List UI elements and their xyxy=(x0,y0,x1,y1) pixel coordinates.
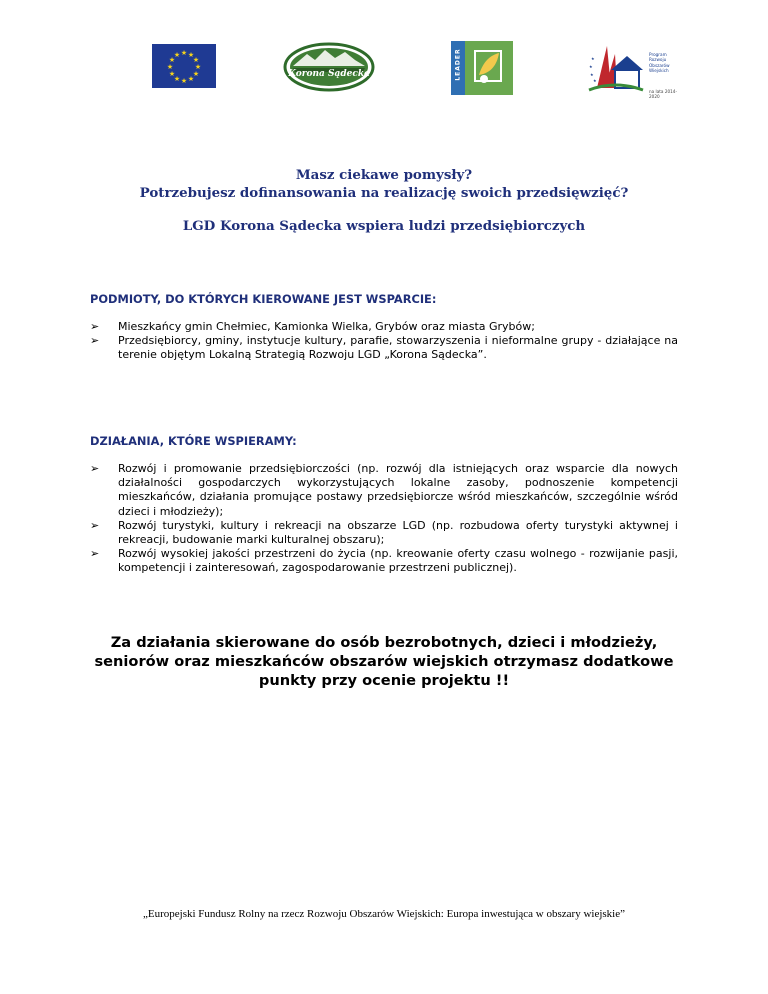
prow-logo-text xyxy=(649,52,670,74)
prow-line: Rozwoju xyxy=(649,57,667,63)
list-item-text: Rozwój i promowanie przedsiębiorczości (np. rozwój dla istniejących oraz wsparcie dla nowych działalności gospodarczych wykorzystujących lokalne zasoby, podnoszenie kompetencji mieszkańców, działania promujące postawy przedsiębiorcze wśród mieszkańców, szczególnie wśród dzieci i młodzieży); xyxy=(118,462,678,518)
svg-text:★: ★ xyxy=(593,78,597,83)
svg-text:★: ★ xyxy=(192,70,200,78)
svg-text:★: ★ xyxy=(194,63,202,71)
section-heading-activities: DZIAŁANIA, KTÓRE WSPIERAMY: xyxy=(90,434,297,448)
leader-logo xyxy=(451,41,513,95)
list-item xyxy=(90,320,678,334)
notice-line-1: Za działania skierowane do osób bezrobotnych, dzieci i młodzieży, xyxy=(110,634,658,651)
leader-logo-text: LEADER xyxy=(454,48,462,81)
svg-text:★: ★ xyxy=(180,77,188,85)
subtitle: LGD Korona Sądecka wspiera ludzi przedsiębiorczych xyxy=(182,218,586,234)
footer-note: „Europejski Fundusz Rolny na rzecz Rozwoju Obszarów Wiejskich: Europa inwestująca w obszary wiejskie” xyxy=(143,908,625,920)
svg-text:★: ★ xyxy=(180,49,188,57)
svg-text:★: ★ xyxy=(166,63,174,71)
korona-sadecka-logo xyxy=(283,42,375,92)
eu-stars-icon xyxy=(152,44,216,88)
prow-line: Wiejskich xyxy=(649,68,669,74)
korona-logo-text: Korona Sądecka xyxy=(288,69,370,79)
svg-text:★: ★ xyxy=(591,56,595,61)
prow-logo xyxy=(585,40,685,98)
svg-text:★: ★ xyxy=(168,56,176,64)
title-line-1: Masz ciekawe pomysły? xyxy=(295,167,473,183)
list-item xyxy=(90,334,678,362)
list-item-text: Rozwój turystyki, kultury i rekreacji na obszarze LGD (np. rozbudowa oferty turystyki aktywnej i rekreacji, budowanie marki kulturalnej obszaru); xyxy=(118,518,678,547)
prow-line: Obszarów xyxy=(649,62,670,68)
svg-text:★: ★ xyxy=(187,51,195,59)
arrow-bullet-icon: ➢ xyxy=(90,547,100,561)
beneficiaries-list xyxy=(90,320,678,363)
logo-bar xyxy=(0,38,768,100)
eu-flag-logo xyxy=(152,44,216,88)
list-item-text: Przedsiębiorcy, gminy, instytucje kultury, parafie, stowarzyszenia i nieformalne grupy - działające na terenie objętym Lokalną Strategią Rozwoju LGD „Korona Sądecka”. xyxy=(118,334,678,362)
prow-period: na lata 2014-2020 xyxy=(649,89,677,99)
svg-text:★: ★ xyxy=(187,75,195,83)
arrow-bullet-icon: ➢ xyxy=(90,320,100,333)
arrow-bullet-icon: ➢ xyxy=(90,334,100,348)
svg-text:★: ★ xyxy=(168,70,176,78)
title-block xyxy=(0,166,768,202)
list-item xyxy=(90,547,678,575)
arrow-bullet-icon: ➢ xyxy=(90,462,100,475)
prow-line: Program xyxy=(649,52,667,57)
title-line-2: Potrzebujesz dofinansowania na realizację swoich przedsięwzięć? xyxy=(139,185,629,201)
list-item xyxy=(90,519,678,547)
svg-text:★: ★ xyxy=(589,64,593,69)
bonus-points-notice xyxy=(0,633,768,690)
svg-text:★: ★ xyxy=(192,56,200,64)
list-item xyxy=(90,462,678,519)
activities-list xyxy=(90,462,678,576)
arrow-bullet-icon: ➢ xyxy=(90,518,100,532)
svg-text:★: ★ xyxy=(173,51,181,59)
list-item-text: Mieszkańcy gmin Chełmiec, Kamionka Wielka, Grybów oraz miasta Grybów; xyxy=(118,320,535,333)
list-item-text: Rozwój wysokiej jakości przestrzeni do życia (np. kreowanie oferty czasu wolnego - rozwijanie pasji, kompetencji i zainteresowań, zagospodarowanie przestrzeni publicznej). xyxy=(118,547,678,575)
notice-line-2: seniorów oraz mieszkańców obszarów wiejskich otrzymasz dodatkowe xyxy=(94,653,674,670)
notice-line-3: punkty przy ocenie projektu !! xyxy=(258,672,510,689)
svg-text:★: ★ xyxy=(590,72,594,77)
section-heading-beneficiaries: PODMIOTY, DO KTÓRYCH KIEROWANE JEST WSPARCIE: xyxy=(90,292,437,306)
svg-text:★: ★ xyxy=(173,75,181,83)
